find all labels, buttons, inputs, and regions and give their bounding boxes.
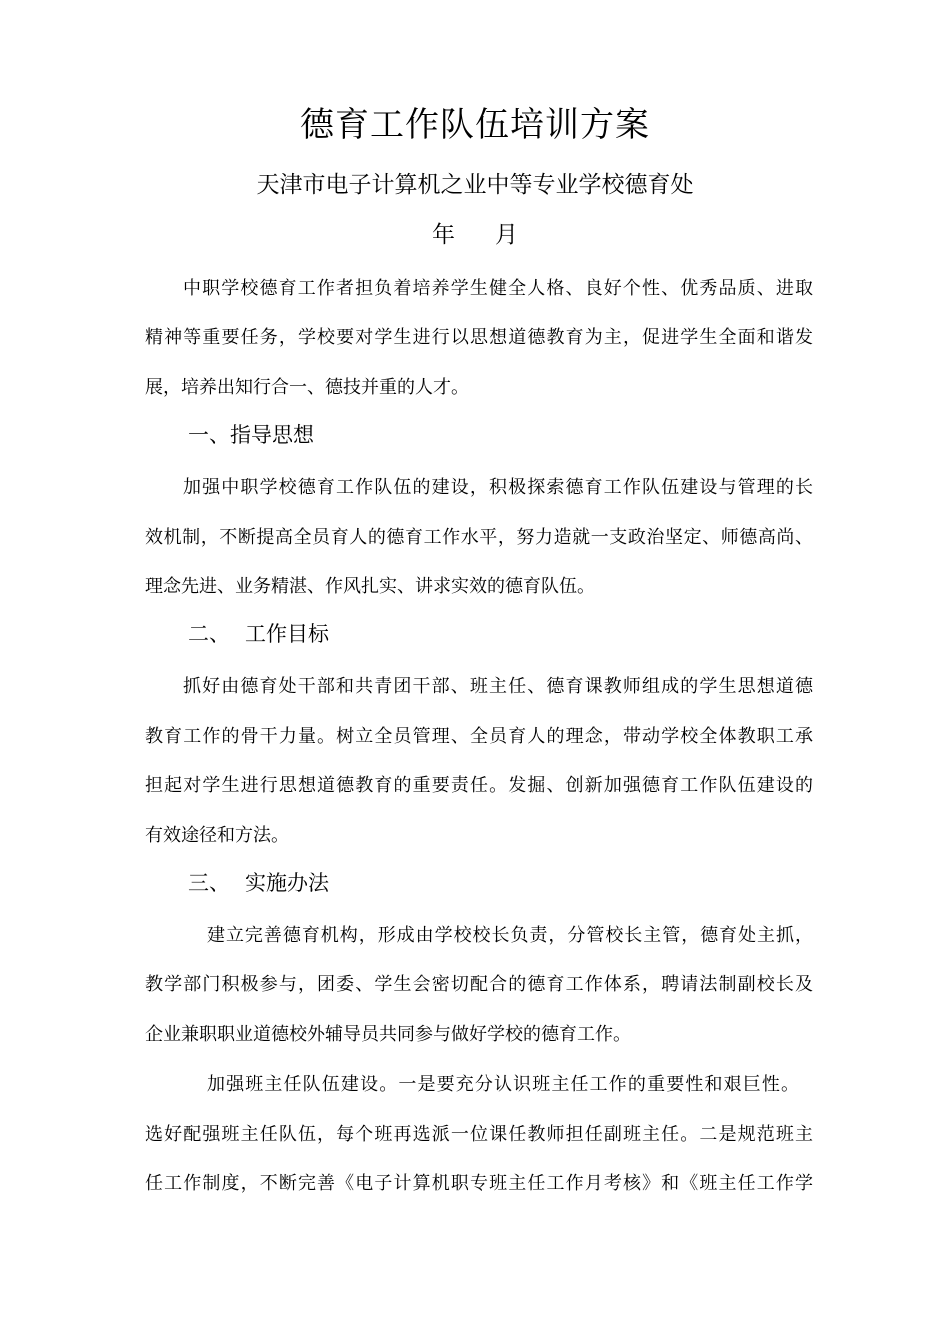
- section-line: 加强班主任队伍建设。一是要充分认识班主任工作的重要性和艰巨性。: [207, 1074, 799, 1095]
- intro-line: 展，培养出知行合一、德技并重的人才。: [145, 377, 469, 398]
- section-line: 担起对学生进行思想道德教育的重要责任。发掘、创新加强德育工作队伍建设的: [145, 775, 813, 796]
- intro-line: 中职学校德育工作者担负着培养学生健全人格、良好个性、优秀品质、进取: [183, 278, 813, 299]
- section-heading: [188, 867, 329, 899]
- section-line: 建立完善德育机构，形成由学校校长负责，分管校长主管，德育处主抓，: [207, 925, 813, 946]
- section-line: 教育工作的骨干力量。树立全员管理、全员育人的理念，带动学校全体教职工承: [145, 726, 813, 747]
- date-line: [0, 217, 950, 253]
- section-number: 三、: [188, 871, 230, 895]
- section-heading: [188, 618, 329, 650]
- section-number: 二、: [188, 622, 230, 646]
- date-month: 月: [495, 222, 518, 248]
- page-title: 德育工作队伍培训方案: [300, 105, 650, 145]
- section-line: 抓好由德育处干部和共青团干部、班主任、德育课教师组成的学生思想道德: [183, 676, 813, 697]
- page-subtitle: 天津市电子计算机之业中等专业学校德育处: [256, 172, 694, 198]
- section-number: 一、: [188, 423, 230, 447]
- section-line: 有效途径和方法。: [145, 825, 289, 846]
- section-line: 选好配强班主任队伍，每个班再选派一位课任教师担任副班主任。二是规范班主: [145, 1124, 813, 1145]
- intro-line: 精神等重要任务，学校要对学生进行以思想道德教育为主，促进学生全面和谐发: [145, 327, 813, 348]
- section-line: 任工作制度，不断完善《电子计算机职专班主任工作月考核》和《班主任工作学: [145, 1173, 813, 1194]
- section-line: 加强中职学校德育工作队伍的建设，积极探索德育工作队伍建设与管理的长: [183, 477, 813, 498]
- section-line: 教学部门积极参与，团委、学生会密切配合的德育工作体系，聘请法制副校长及: [145, 974, 813, 995]
- section-title: 工作目标: [245, 622, 329, 646]
- section-heading: [188, 419, 314, 451]
- section-line: 效机制，不断提高全员育人的德育工作水平，努力造就一支政治坚定、师德高尚、: [145, 527, 813, 548]
- date-year: 年: [432, 222, 455, 248]
- section-line: 企业兼职职业道德校外辅导员共同参与做好学校的德育工作。: [145, 1024, 631, 1045]
- section-title: 指导思想: [230, 423, 314, 447]
- section-line: 理念先进、业务精湛、作风扎实、讲求实效的德育队伍。: [145, 576, 595, 597]
- section-title: 实施办法: [245, 871, 329, 895]
